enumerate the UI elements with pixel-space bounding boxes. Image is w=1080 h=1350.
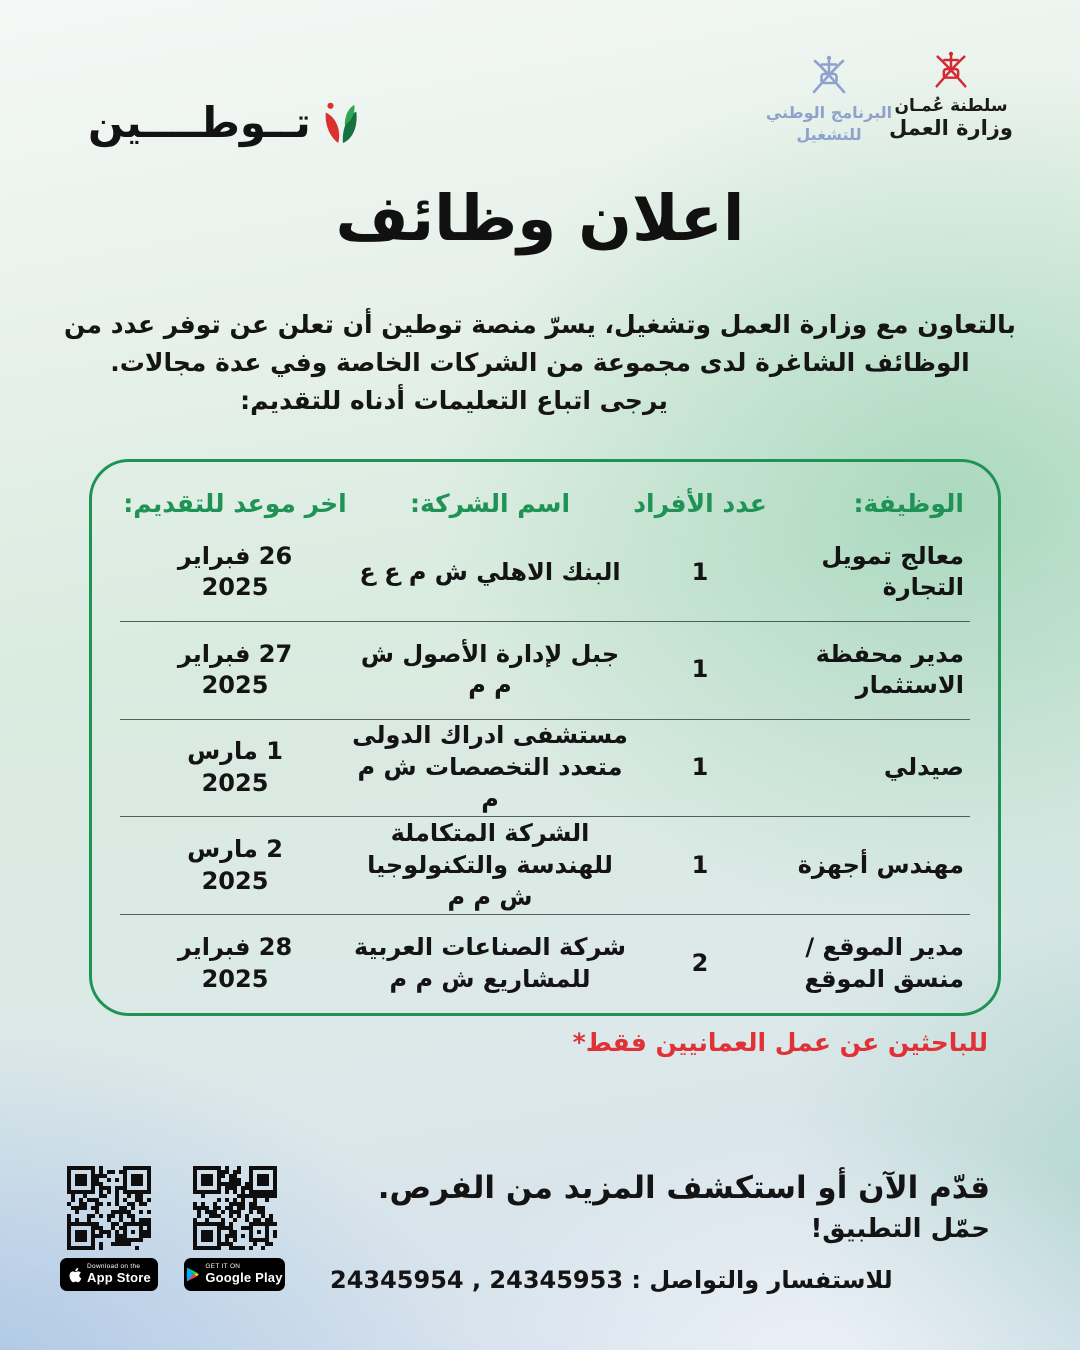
appstore-column [60,1166,158,1291]
intro-line-2: الوظائف الشاغرة لدى مجموعة من الشركات الخاصة وفي عدة مجالات. [110,348,970,377]
col-header-company: اسم الشركة: [409,489,571,518]
cell-count: 1 [691,655,709,684]
cell-company: جبل لإدارة الأصول ش م م [360,639,620,700]
appstore-badge-small-text: Download on the [87,1263,141,1271]
national-employment-program-logo [763,54,895,145]
contact-numbers: للاستفسار والتواصل : 24345953 , 24345954 [330,1266,893,1294]
app-download-section [60,1166,285,1291]
cell-job: صيدلي [883,753,964,782]
qr-code-googleplay [193,1166,277,1250]
ministry-logo-line2: وزارة العمل [889,116,1013,140]
col-header-deadline: اخر موعد للتقديم: [123,489,347,518]
cta-apply-now: قدّم الآن أو استكشف المزيد من الفرص. [377,1170,990,1206]
googleplay-badge[interactable] [184,1258,285,1291]
table-row [120,817,970,915]
intro-line-1: بالتعاون مع وزارة العمل وتشغيل، يسرّ منصة توطين أن تعلن عن توفر عدد من [64,310,1016,339]
cell-count: 1 [691,557,709,586]
intro-line-3: يرجى اتباع التعليمات أدناه للتقديم: [240,386,668,415]
table-header-row [120,462,970,524]
cell-company: شركة الصناعات العربية للمشاريع ش م م [353,933,627,994]
appstore-badge[interactable] [60,1258,158,1291]
khanjar-emblem-red-icon [930,50,972,92]
cell-deadline: 2 مارس 2025 [187,835,283,895]
cell-count: 2 [691,949,709,978]
col-header-job: الوظيفة: [853,489,964,518]
cell-company: البنك الاهلي ش م ع ع [359,557,621,586]
cell-deadline: 27 فبراير 2025 [177,639,293,700]
tawteen-logo-text: تــوطــــين [88,98,311,147]
cell-deadline: 1 مارس 2025 [187,737,283,797]
page-title: اعلان وظائف [335,182,745,255]
appstore-badge-big-text: App Store [87,1270,151,1286]
cell-job: معالج تمويل التجارة [821,541,964,602]
tawteen-logo-icon [320,99,362,147]
table-row [120,622,970,720]
program-logo-line2: للتشغيل [796,124,862,144]
jobs-table [89,459,1001,1016]
qr-code-appstore [67,1166,151,1250]
cell-deadline: 26 فبراير 2025 [177,541,293,602]
cell-job: مدير الموقع / منسق الموقع [804,933,964,994]
google-play-icon [186,1266,200,1283]
ministry-of-labour-logo [885,50,1017,140]
cell-count: 1 [691,850,709,879]
cell-company: الشركة المتكاملة للهندسة والتكنولوجيا ش م م [367,819,613,911]
cell-deadline: 28 فبراير 2025 [177,933,293,994]
cta-block [378,1170,990,1244]
cell-job: مدير محفظة الاستثمار [815,639,964,700]
googleplay-column [184,1166,285,1291]
khanjar-emblem-blue-icon [806,54,852,98]
program-logo-line1: البرنامج الوطني [765,103,893,122]
googleplay-badge-big-text: Google Play [205,1270,283,1286]
cell-company: مستشفى ادراك الدولى متعدد التخصصات ش م م [352,721,628,813]
cell-count: 1 [691,753,709,782]
apple-icon [67,1266,82,1284]
omani-only-note: للباحثين عن عمل العمانيين فقط* [572,1028,988,1057]
cta-download-app: حمّل التطبيق! [810,1214,990,1244]
tawteen-logo [88,98,362,147]
ministry-logo-line1: سلطنة عُمـان [894,96,1008,116]
googleplay-badge-small-text: GET IT ON [205,1263,241,1271]
intro-paragraph [60,306,1020,420]
col-header-count: عدد الأفراد [633,489,767,518]
table-row [120,720,970,818]
table-row [120,524,970,622]
table-row [120,915,970,1013]
cell-job: مهندس أجهزة [797,850,964,879]
